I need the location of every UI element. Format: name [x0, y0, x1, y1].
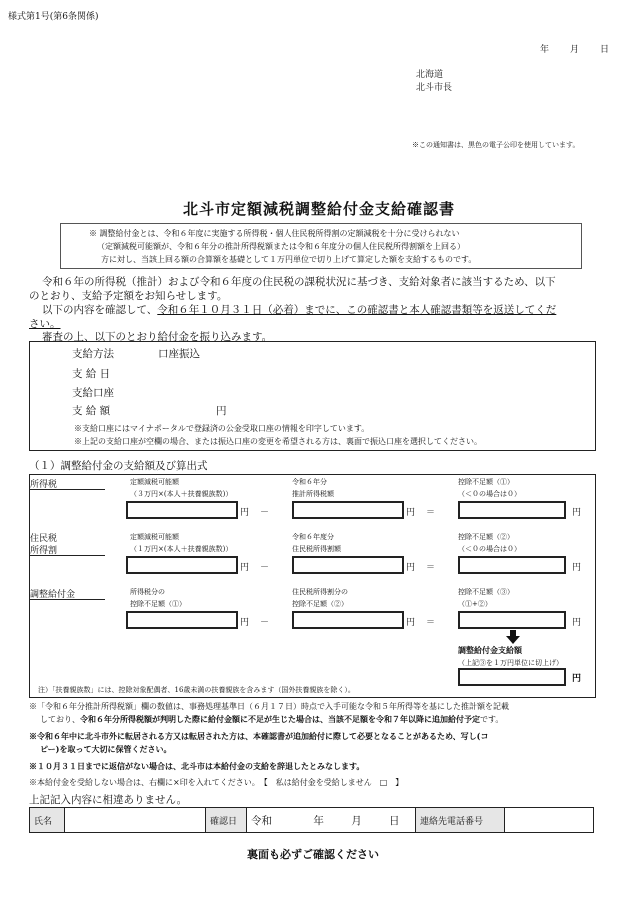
payment-note-1: ※支給口座にはマイナポータルで登録済の公金受取口座の情報を印字しています。 [74, 424, 370, 433]
year-label: 年 [313, 814, 324, 827]
day-label: 日 [389, 814, 400, 827]
label-resident-levy: 住民税所得割額 [292, 545, 341, 553]
yen-unit: 円 [406, 508, 416, 518]
equals-sign: ＝ [426, 563, 436, 573]
note-estimate-suffix: です。 [480, 715, 504, 724]
return-instruction-prefix: 以下の内容を確認して、 [42, 304, 158, 316]
shortfall-1-input[interactable] [458, 501, 566, 519]
label-shortfall-2: 控除不足額（②） [458, 533, 514, 541]
footer-notice: 裏面も必ずご確認ください [247, 848, 379, 861]
income-shortfall-input[interactable] [126, 611, 238, 629]
estimated-income-tax-input[interactable] [292, 501, 404, 519]
issuer-prefecture: 北海道 [416, 70, 444, 80]
label-income-reducible-formula: （３万円×(本人＋扶養親族数)） [130, 490, 233, 498]
explanation-line-1: ※ 調整給付金とは、令和６年度に実施する所得税・個人住民税所得割の定額減税を十分に受けられない [89, 229, 460, 238]
note-relocation-line-2: ピー)を取って大切に保管ください。 [40, 744, 172, 754]
label-shortfall-1: 控除不足額（①） [458, 478, 514, 486]
return-instruction [42, 302, 556, 317]
name-label: 氏名 [30, 808, 65, 833]
yen-unit: 円 [240, 563, 250, 573]
note-deadline: ※１０月３１日までに返信がない場合は、北斗市は本給付金の支給を辞退したとみなします。 [29, 761, 365, 771]
explanation-box [60, 223, 582, 269]
confirm-date-field[interactable] [247, 808, 416, 833]
page-title: 北斗市定額減税調整給付金支給確認書 [183, 200, 456, 218]
note-estimate-line-2 [40, 714, 503, 725]
seal-note: ※この通知書は、黒色の電子公印を使用しています。 [412, 141, 580, 149]
label-resident-year: 令和６年度分 [292, 533, 334, 541]
dependents-footnote: 注）「扶養親族数」には、控除対象配偶者、16歳未満の扶養親族を含みます（国外扶養親族を除く）。 [38, 686, 355, 694]
result-subtitle: （上記③を１万円単位に切上げ） [458, 659, 563, 667]
yen-unit: 円 [406, 618, 416, 628]
review-sentence: 審査の上、以下のとおり給付金を振り込みます。 [42, 331, 273, 343]
label-resident-shortfall-2: 控除不足額（②） [292, 600, 348, 608]
shortfall-3-input[interactable] [458, 611, 566, 629]
row-label-income-levy: 所得割 [30, 543, 105, 556]
issue-date: 年 月 日 [540, 45, 616, 55]
yen-unit: 円 [240, 508, 250, 518]
return-deadline: 令和６年１０月３１日（必着）までに、この確認書と本人確認書類等を返送してくだ [157, 304, 557, 316]
arrow-down-icon [506, 630, 520, 644]
payment-note-2: ※上記の支給口座が空欄の場合、または振込口座の変更を希望される方は、裏面で振込口座を選択してください。 [74, 437, 482, 446]
row-label-income-tax: 所得税 [30, 477, 105, 490]
adjustment-payment-input[interactable] [458, 668, 566, 686]
result-title: 調整給付金支給額 [458, 645, 522, 655]
label-resident-shortfall: 住民税所得割分の [292, 588, 348, 596]
era-label: 令和 [251, 814, 272, 827]
note-estimate-line-1: ※「令和６年分推計所得税額」欄の数値は、事務処理基準日（６月１７日）時点で入手可能な令和５年所得等を基にした推計額を記載 [29, 702, 509, 711]
row-label-resident-tax: 住民税 [30, 534, 58, 544]
label-shortfall-1-cond: （＜０の場合は０） [458, 490, 521, 498]
explanation-line-2: （定額減税可能額が、令和６年分の推計所得税額または令和６年度分の個人住民税所得割額を上回る） [97, 242, 465, 251]
note-relocation-line-1: ※令和６年中に北斗市外に転居される方又は転居された方は、本確認書が追加給付に際して必要となることがあるため、写し(コ [29, 731, 489, 741]
note-estimate-bold: 令和６年分所得税額が判明した際に給付金額に不足が生じた場合は、当該不足額を令和７年以降に追加給付予定 [80, 714, 480, 724]
label-shortfall-3-sum: （①+②） [458, 600, 492, 608]
payment-method-label: 支給方法 [72, 348, 114, 360]
label-shortfall-3: 控除不足額（③） [458, 588, 514, 596]
yen-unit: 円 [572, 563, 582, 573]
explanation-line-3: 方に対し、当該上回る額の合算額を基礎として１万円単位で切り上げて算定した額を支給するものです。 [101, 255, 477, 264]
calculation-box [29, 474, 596, 698]
yen-unit: 円 [406, 563, 416, 573]
equals-sign: ＝ [426, 508, 436, 518]
minus-sign: － [260, 508, 270, 518]
label-income-shortfall-1: 控除不足額（①） [130, 600, 186, 608]
label-resident-reducible: 定額減税可能額 [130, 533, 179, 541]
phone-label: 連絡先電話番号 [416, 808, 505, 833]
phone-field[interactable] [505, 808, 594, 833]
form-number: 様式第1号(第6条関係) [8, 12, 99, 22]
intro-paragraph-line-1: 令和６年の所得税（推計）および令和６年度の住民税の課税状況に基づき、支給対象者に該当するため、以下 [42, 276, 556, 288]
row-label-adjustment: 調整給付金 [30, 587, 105, 600]
minus-sign: － [260, 618, 270, 628]
payment-account-label: 支給口座 [72, 387, 114, 399]
resident-levy-input[interactable] [292, 556, 404, 574]
issuer-mayor: 北斗市長 [416, 83, 453, 93]
equals-sign: ＝ [426, 618, 436, 628]
payment-method-value: 口座振込 [158, 348, 200, 360]
signature-table [29, 807, 594, 833]
label-income-shortfall: 所得税分の [130, 588, 165, 596]
label-shortfall-2-cond: （＜０の場合は０） [458, 545, 521, 553]
section-heading: （１）調整給付金の支給額及び算出式 [29, 460, 208, 472]
label-estimated-income-tax: 推計所得税額 [292, 490, 334, 498]
yen-unit: 円 [572, 674, 582, 684]
payment-amount-label: 支 給 額 [72, 405, 111, 417]
shortfall-2-input[interactable] [458, 556, 566, 574]
label-resident-reducible-formula: （１万円×(本人＋扶養親族数)） [130, 545, 233, 553]
yen-unit: 円 [240, 618, 250, 628]
note-decline: ※本給付金を受給しない場合は、右欄に×印を入れてください。 【 私は給付金を受給しません □ 】 [29, 778, 404, 787]
confirmation-statement: 上記記入内容に相違ありません。 [29, 794, 188, 806]
payment-info-box [29, 341, 596, 451]
resident-reducible-input[interactable] [126, 556, 238, 574]
intro-paragraph-line-2: のとおり、支給予定額をお知らせします。 [29, 290, 228, 302]
month-label: 月 [351, 814, 362, 827]
return-deadline-cont: さい。 [29, 318, 61, 330]
income-reducible-input[interactable] [126, 501, 238, 519]
label-income-reducible: 定額減税可能額 [130, 478, 179, 486]
confirm-date-label: 確認日 [206, 808, 247, 833]
minus-sign: － [260, 563, 270, 573]
note-estimate-prefix: しており、 [40, 715, 80, 724]
payment-amount-unit: 円 [216, 405, 227, 417]
label-income-year: 令和６年分 [292, 478, 327, 486]
resident-shortfall-input[interactable] [292, 611, 404, 629]
yen-unit: 円 [572, 618, 582, 628]
yen-unit: 円 [572, 508, 582, 518]
payment-date-label: 支 給 日 [72, 368, 111, 380]
name-field[interactable] [65, 808, 206, 833]
